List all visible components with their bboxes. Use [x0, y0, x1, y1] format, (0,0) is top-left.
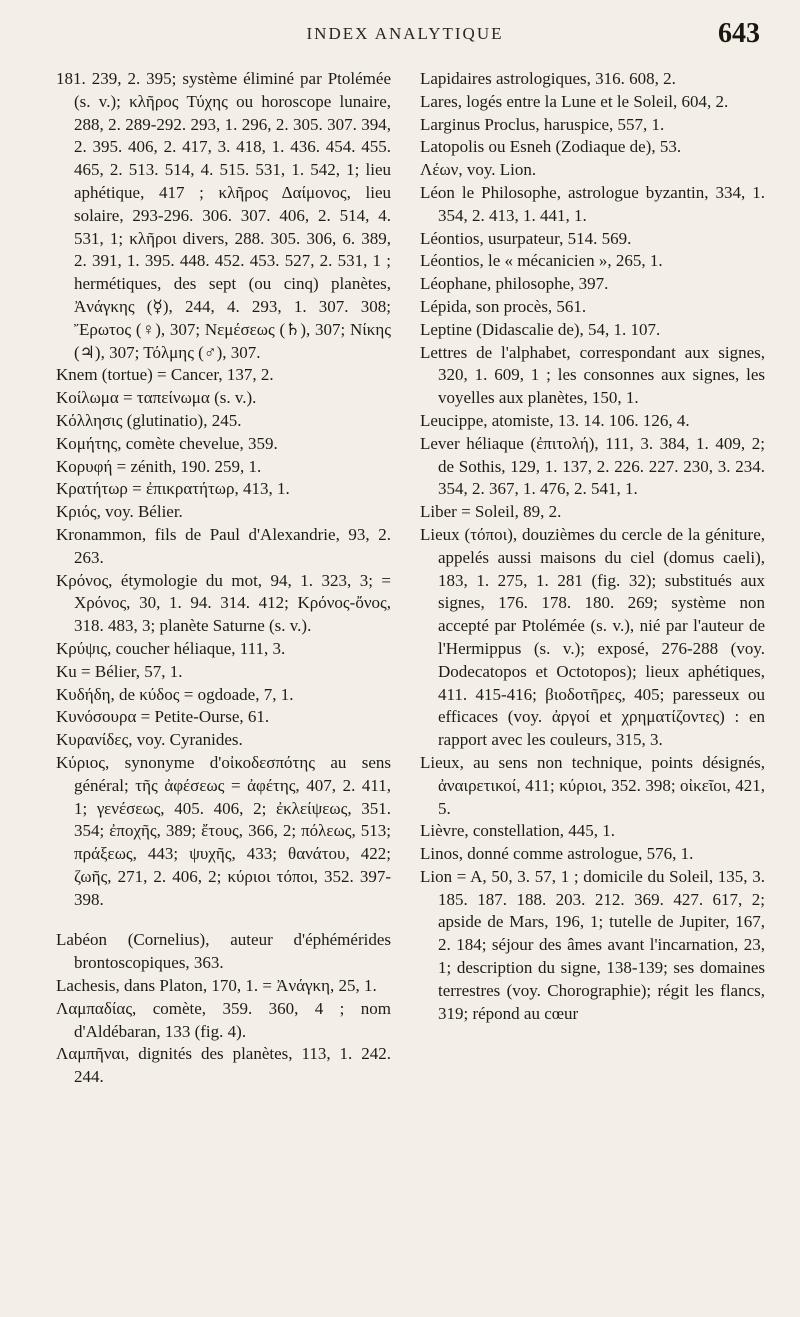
index-entry: Κυδήδη, de κύδος = ogdoade, 7, 1.: [56, 684, 294, 704]
left-column: [56, 68, 391, 1089]
index-entry: Linos, donné comme astrologue, 576, 1.: [420, 844, 694, 864]
index-entry: Léophane, philosophe, 397.: [420, 274, 609, 294]
index-entry: Kronammon, fils de Paul d'Alexandrie, 93, 2. 263.: [56, 524, 391, 567]
index-entry: Κύριος, synonyme d'οἰκοδεσπότης au sens général; τῆς ἀφέσεως = ἀφέτης, 407, 2. 411, 1; γενέσεως, 405. 406, 2; ἐκλείψεως, 351. 354; ἐποχῆς, 389; ἔτους, 366, 2; πόλεως, 513; πράξεως, 443; ψυχῆς, 433; θανάτου, 422; ζωῆς, 271, 2. 406, 2; κύριοι τόποι, 352. 397-398.: [56, 752, 391, 909]
index-entry: Κοίλωμα = ταπείνωμα (s. v.).: [56, 388, 257, 408]
index-entry: Lion = A, 50, 3. 57, 1 ; domicile du Soleil, 135, 3. 185. 187. 188. 203. 212. 369. 427. 617, 2; apside de Mars, 196, 1; tutelle de Jupiter, 167, 2. 184; séjour des âmes avant l'incarnation, 23, 1; description du signe, 138-139; ses domaines terrestres (voy. Chorographie); régit les flancs, 319; répond au cœur: [420, 866, 765, 1023]
index-entry: Lares, logés entre la Lune et le Soleil, 604, 2.: [420, 91, 729, 111]
index-entry: Κρύψις, coucher héliaque, 111, 3.: [56, 638, 286, 658]
index-entry: Leucippe, atomiste, 13. 14. 106. 126, 4.: [420, 410, 690, 430]
index-entry: Labéon (Cornelius), auteur d'éphémérides brontoscopiques, 363.: [56, 930, 391, 973]
index-entry: Κορυφή = zénith, 190. 259, 1.: [56, 456, 262, 476]
index-entry: Knem (tortue) = Cancer, 137, 2.: [56, 365, 274, 385]
index-entry: 181. 239, 2. 395; système éliminé par Ptolémée (s. v.); κλῆρος Τύχης ou horoscope lunaire, 288, 2. 289-292. 293, 1. 296, 2. 305. 307. 394, 2. 395. 406, 2. 417, 3. 418, 1. 436. 454. 455. 465, 2. 513. 514, 4. 515. 531, 1. 542, 1; lieu aphétique, 417 ; κλῆρος Δαίμονος, lieu solaire, 293-296. 306. 307. 406, 2. 514, 4. 531, 1; κλῆροι divers, 288. 305. 306, 6. 389, 2. 391, 1. 395. 448. 452. 453. 527, 2. 531, 1 ; hermétiques, des sept (ou cinq) planètes, Ἀνάγκης (☿), 244, 4. 293, 1. 307. 308; Ἔρωτος (♀), 307; Νεμέσεως (♄), 307; Νίκης (♃), 307; Τόλμης (♂), 307.: [56, 69, 391, 362]
index-entry: Léontios, usurpateur, 514. 569.: [420, 228, 632, 248]
index-entry: Lachesis, dans Platon, 170, 1. = Ἀνάγκη, 25, 1.: [56, 976, 377, 996]
index-entry: Κριός, voy. Bélier.: [56, 502, 183, 522]
index-entry: Lieux (τόποι), douzièmes du cercle de la géniture, appelés aussi maisons du ciel (domus caeli), 183, 1. 275, 1. 281 (fig. 32); substitués aux signes, 176. 178. 180. 269; système non accepté par Ptolémée (s. v.), nié par l'auteur de l'Hermippus (s. v.); exposé, 276-288 (voy. Dodecatopos et Octotopos); lieux aphétiques, 411. 415-416; βιοδοτῆρες, 405; paresseux ou efficaces (voy. ἀργοί et χρηματίζοντες) : en rapport avec les couleurs, 315, 3.: [420, 524, 765, 750]
index-entry: Larginus Proclus, haruspice, 557, 1.: [420, 114, 665, 134]
running-title: INDEX ANALYTIQUE: [306, 24, 504, 43]
index-entry: Λαμπαδίας, comète, 359. 360, 4 ; nom d'Aldébaran, 133 (fig. 4).: [56, 998, 391, 1041]
index-entry: Lieux, au sens non technique, points désignés, ἀναιρετικοί, 411; κύριοι, 352. 398; οἰκεῖοι, 421, 5.: [420, 752, 765, 818]
index-entry: Κυνόσουρα = Petite-Ourse, 61.: [56, 707, 270, 727]
index-entry: Léontios, le « mécanicien », 265, 1.: [420, 251, 663, 271]
index-entry: Ku = Bélier, 57, 1.: [56, 661, 183, 681]
index-entry: Λέων, voy. Lion.: [420, 160, 537, 180]
index-entry: Κρατήτωρ = ἐπικρατήτωρ, 413, 1.: [56, 479, 290, 499]
right-column: [420, 68, 765, 1025]
index-entry: Lièvre, constellation, 445, 1.: [420, 821, 615, 841]
index-entry: Liber = Soleil, 89, 2.: [420, 502, 562, 522]
index-entry: Lépida, son procès, 561.: [420, 296, 587, 316]
index-entry: Κυρανίδες, voy. Cyranides.: [56, 730, 243, 750]
index-entry: Κόλλησις (glutinatio), 245.: [56, 410, 242, 430]
page-header: [50, 18, 760, 58]
index-entry: Lettres de l'alphabet, correspondant aux signes, 320, 1. 609, 1 ; les consonnes aux signes, les voyelles aux planètes, 150, 1.: [420, 342, 765, 408]
index-columns: [0, 68, 800, 1308]
index-entry: Leptine (Didascalie de), 54, 1. 107.: [420, 319, 661, 339]
index-entry: Latopolis ou Esneh (Zodiaque de), 53.: [420, 137, 682, 157]
index-entry: Léon le Philosophe, astrologue byzantin, 334, 1. 354, 2. 413, 1. 441, 1.: [420, 182, 765, 225]
index-entry: Lapidaires astrologiques, 316. 608, 2.: [420, 69, 676, 88]
index-entry: Κομήτης, comète chevelue, 359.: [56, 433, 278, 453]
page-number: 643: [718, 18, 760, 49]
index-entry: Λαμπῆναι, dignités des planètes, 113, 1. 242. 244.: [56, 1044, 391, 1087]
index-entry: Κρόνος, étymologie du mot, 94, 1. 323, 3; = Χρόνος, 30, 1. 94. 314. 412; Κρόνος-ὄνος, 318. 483, 3; planète Saturne (s. v.).: [56, 570, 391, 636]
index-entry: Lever héliaque (ἐπιτολή), 111, 3. 384, 1. 409, 2; de Sothis, 129, 1. 137, 2. 226. 227. 230, 3. 234. 354, 2. 367, 1. 476, 2. 541, 1.: [420, 433, 765, 499]
